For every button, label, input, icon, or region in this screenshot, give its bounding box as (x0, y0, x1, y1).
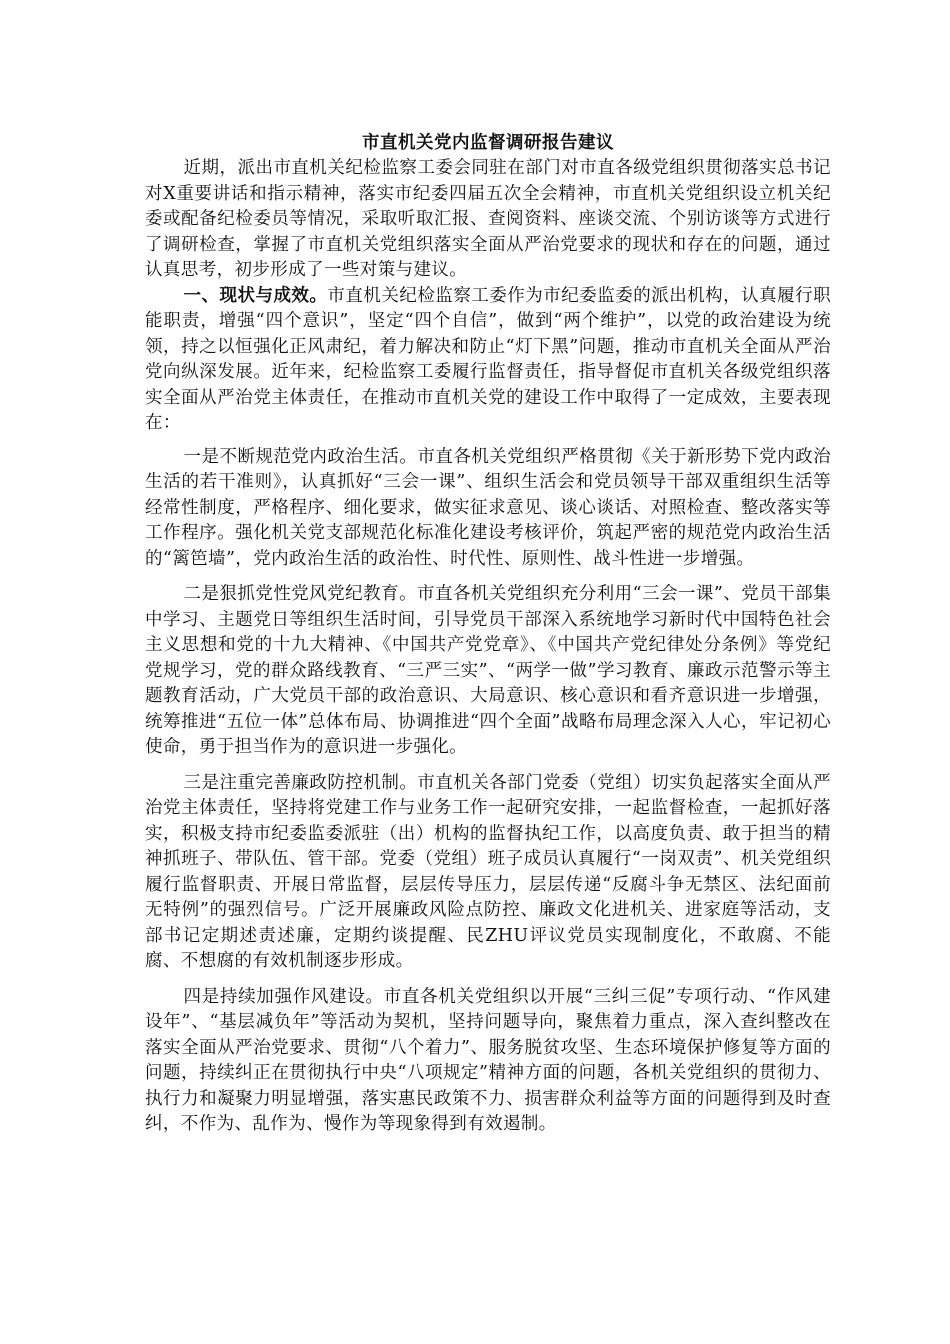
intro-paragraph: 近期，派出市直机关纪检监察工委会同驻在部门对市直各级党组织贯彻落实总书记对X重要讲话和指示精神，落实市纪委四届五次全会精神，市直机关党组织设立机关纪委或配备纪检委员等情况，采取听取汇报、查阅资料、座谈交流、个别访谈等方式进行了调研检查，掌握了市直机关党组织落实全面从严治党要求的现状和存在的问题，通过认真思考，初步形成了一些对策与建议。 (145, 158, 831, 280)
point3-paragraph: 三是注重完善廉政防控机制。市直机关各部门党委（党组）切实负起落实全面从严治党主体责任，坚持将党建工作与业务工作一起研究安排，一起监督检查，一起抓好落实，积极支持市纪委监委派驻（出）机构的监督执纪工作，以高度负责、敢于担当的精神抓班子、带队伍、管干部。党委（党组）班子成员认真履行“一岗双责”、机关党组织履行监督职责、开展日常监督，层层传导压力，层层传递“反腐斗争无禁区、法纪面前无特例”的强烈信号。广泛开展廉政风险点防控、廉政文化进机关、进家庭等活动，支部书记定期述责述廉，定期约谈提醒、民ZHU评议党员实现制度化，不敢腐、不能腐、不想腐的有效机制逐步形成。 (145, 772, 831, 971)
section1-heading: 一、现状与成效。 (183, 285, 328, 306)
point1-paragraph: 一是不断规范党内政治生活。市直各机关党组织严格贯彻《关于新形势下党内政治生活的若干准则》，认真抓好“三会一课”、组织生活会和党员领导干部双重组织生活等经常性制度，严格程序、细化要求，做实征求意见、谈心谈话、对照检查、整改落实等工作程序。强化机关党支部规范化标准化建设考核评价，筑起严密的规范党内政治生活的“篱笆墙”，党内政治生活的政治性、时代性、原则性、战斗性进一步增强。 (145, 446, 831, 569)
point2-paragraph: 二是狠抓党性党风党纪教育。市直各机关党组织充分利用“三会一课”、党员干部集中学习、主题党日等组织生活时间，引导党员干部深入系统地学习新时代中国特色社会主义思想和党的十九大精神、《中国共产党党章》、《中国共产党纪律处分条例》等党纪党规学习，党的群众路线教育、“三严三实”、“两学一做”学习教育、廉政示范警示等主题教育活动，广大党员干部的政治意识、大局意识、核心意识和看齐意识进一步增强，统筹推进“五位一体”总体布局、协调推进“四个全面”战略布局理念深入人心，牢记初心使命，勇于担当作为的意识进一步强化。 (145, 584, 831, 757)
point4-paragraph: 四是持续加强作风建设。市直各机关党组织以开展“三纠三促”专项行动、“作风建设年”、“基层减负年”等活动为契机，坚持问题导向，聚焦着力重点，深入查纠整改在落实全面从严治党要求、贯彻“八个着力”、服务脱贫攻坚、生态环境保护修复等方面的问题，持续纠正在贯彻执行中央“八项规定”精神方面的问题，各机关党组织的贯彻力、执行力和凝聚力明显增强，落实惠民政策不力、损害群众利益等方面的问题得到及时查纠，不作为、乱作为、慢作为等现象得到有效遏制。 (145, 986, 831, 1134)
section1-body: 市直机关纪检监察工委作为市纪委监委的派出机构，认真履行职能职责，增强“四个意识”，坚定“四个自信”，做到“两个维护”，以党的政治建设为统领，持之以恒强化正风肃纪，着力解决和防止“灯下黑”问题，推动市直机关全面从严治党向纵深发展。近年来，纪检监察工委履行监督责任，指导督促市直机关各级党组织落实全面从严治党主体责任，在推动市直机关党的建设工作中取得了一定成效，主要表现在： (145, 285, 832, 433)
document-body (145, 130, 831, 1138)
document-title: 市直机关党内监督调研报告建议 (362, 133, 614, 153)
section1-paragraph (145, 284, 831, 437)
